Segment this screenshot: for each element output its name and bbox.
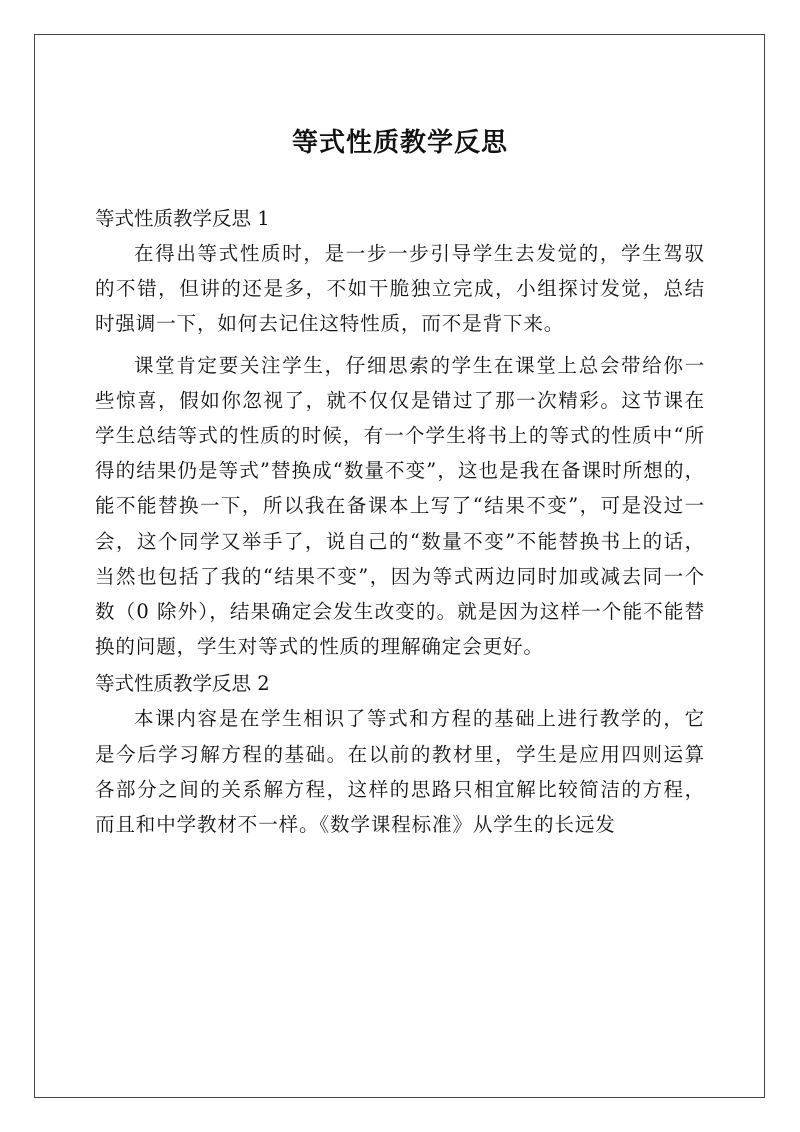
section-heading-1: 等式性质教学反思 1 [95, 207, 270, 230]
paragraph: 本课内容是在学生相识了等式和方程的基础上进行教学的，它是今后学习解方程的基础。在以前的教材里，学生是应用四则运算各部分之间的关系解方程，这样的思路只相宜解比较简洁的方程，而且和中学教材不一样。《数学课程标准》从学生的长远发 [95, 707, 705, 837]
paragraph: 课堂肯定要关注学生，仔细思索的学生在课堂上总会带给你一些惊喜，假如你忽视了，就不仅仅是错过了那一次精彩。这节课在学生总结等式的性质的时候，有一个学生将书上的等式的性质中“所得的结果仍是等式”替换成“数量不变”，这也是我在备课时所想的，能不能替换一下，所以我在备课本上写了“结果不变”，可是没过一会，这个同学又举手了，说自己的“数量不变”不能替换书上的话，当然也包括了我的“结果不变”，因为等式两边同时加或减去同一个数（0 除外），结果确定会发生改变的。就是因为这样一个能不能替换的问题，学生对等式的性质的理解确定会更好。 [95, 353, 705, 659]
paragraph: 在得出等式性质时，是一步一步引导学生去发觉的，学生驾驭的不错，但讲的还是多，不如干脆独立完成，小组探讨发觉，总结时强调一下，如何去记住这特性质，而不是背下来。 [95, 242, 705, 336]
section-heading-2: 等式性质教学反思 2 [95, 672, 270, 696]
document-body [95, 125, 705, 848]
document-title: 等式性质教学反思 [291, 128, 508, 158]
